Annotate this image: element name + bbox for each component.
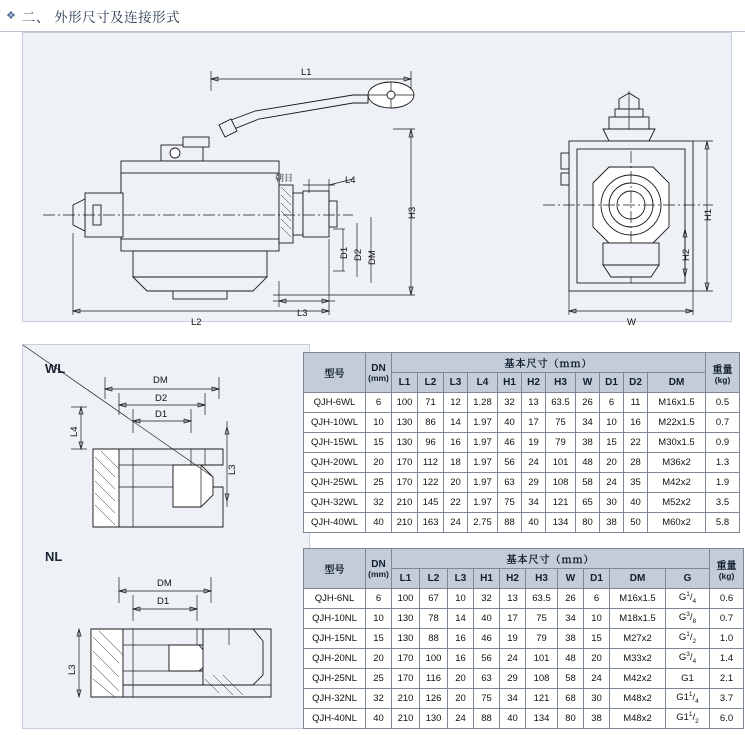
th-col-l4: L4 [468,373,498,393]
cell-l1: 100 [392,589,420,609]
cell-dn: 15 [366,629,392,649]
th-col-h2: H2 [500,569,526,589]
cell-l2: 100 [420,649,448,669]
th-col-d2: D2 [624,373,648,393]
cell-d1: 38 [584,709,610,729]
dim-label-nl-L3: L3 [67,664,78,675]
cell-model: QJH-6NL [304,589,366,609]
cell-dn: 40 [366,709,392,729]
cell-l1: 130 [392,413,418,433]
cell-w: 80 [576,513,600,533]
outline-drawing-panel [22,32,732,328]
cell-dm: M48x2 [610,689,666,709]
cell-h3: 134 [546,513,576,533]
cell-h2: 40 [500,709,526,729]
cell-model: QJH-25WL [304,473,366,493]
cell-l4: 1.28 [468,393,498,413]
cell-l1: 210 [392,513,418,533]
cell-dn: 40 [366,513,392,533]
cell-h1: 32 [498,393,522,413]
cell-weight: 3.7 [710,689,744,709]
cell-weight: 5.8 [706,513,740,533]
cell-h1: 63 [474,669,500,689]
cell-g: $G^3/_4$ [666,649,710,669]
th-col-d1: D1 [584,569,610,589]
table-wl-body [304,393,740,533]
th-col-l1: L1 [392,373,418,393]
table-row [304,473,740,493]
th-col-d1: D1 [600,373,624,393]
dim-label-L3: L3 [297,308,308,319]
cell-h1: 56 [498,453,522,473]
cell-h2: 40 [522,513,546,533]
cell-weight: 6.0 [710,709,744,729]
cell-l3: 16 [448,629,474,649]
cell-w: 80 [558,709,584,729]
cell-h3: 121 [526,689,558,709]
cell-h2: 19 [500,629,526,649]
cell-l3: 14 [444,413,468,433]
cell-l3: 20 [448,689,474,709]
th-col-l2: L2 [420,569,448,589]
cell-h1: 56 [474,649,500,669]
table-row [304,393,740,413]
cell-weight: 0.6 [710,589,744,609]
cell-d1: 24 [584,669,610,689]
cell-h2: 34 [500,689,526,709]
cell-h2: 17 [522,413,546,433]
cell-l1: 130 [392,433,418,453]
th-model: 型号 [304,549,366,589]
cell-model: QJH-40NL [304,709,366,729]
cell-dn: 10 [366,413,392,433]
cell-d2: 50 [624,513,648,533]
dim-label-L4: L4 [345,175,356,186]
cell-g: $G^1/_2$ [666,629,710,649]
cell-l2: 78 [420,609,448,629]
cell-h3: 63.5 [526,589,558,609]
cell-l3: 16 [444,433,468,453]
cell-h2: 29 [500,669,526,689]
cell-d1: 20 [600,453,624,473]
dim-label-H2: H2 [681,248,692,261]
cell-h1: 46 [474,629,500,649]
dim-label-nl-DM: DM [157,578,172,589]
cell-d1: 30 [600,493,624,513]
cell-dm: M30x1.5 [648,433,706,453]
cell-l2: 163 [418,513,444,533]
cell-dn: 15 [366,433,392,453]
cell-dm: M18x1.5 [610,609,666,629]
cell-d2: 35 [624,473,648,493]
cell-d1: 30 [584,689,610,709]
cell-l2: 96 [418,433,444,453]
dim-label-wl-DM: DM [153,375,168,386]
valve-outline-drawings [23,33,731,328]
cell-l2: 67 [420,589,448,609]
cell-dn: 20 [366,453,392,473]
cell-model: QJH-10WL [304,413,366,433]
table-row [304,413,740,433]
cell-l3: 12 [444,393,468,413]
cell-l1: 130 [392,629,420,649]
port-detail-drawings [23,345,309,728]
th-col-dm: DM [648,373,706,393]
cell-h2: 13 [500,589,526,609]
cell-l3: 10 [448,589,474,609]
cell-model: QJH-40WL [304,513,366,533]
cell-d1: 24 [600,473,624,493]
cell-weight: 3.5 [706,493,740,513]
table-row [304,689,744,709]
dim-label-H1: H1 [703,208,714,221]
cell-h2: 17 [500,609,526,629]
cell-l3: 20 [444,473,468,493]
dim-label-wl-L3: L3 [227,464,238,475]
cell-g: $G1^1/_4$ [666,689,710,709]
note-chinese: 朝日 [275,174,294,184]
cell-l4: 1.97 [468,413,498,433]
cell-h3: 108 [546,473,576,493]
cell-weight: 1.4 [710,649,744,669]
cell-l3: 24 [448,709,474,729]
cell-h1: 40 [498,413,522,433]
cell-d1: 15 [584,629,610,649]
cell-h1: 75 [498,493,522,513]
cell-h2: 24 [522,453,546,473]
th-col-h1: H1 [498,373,522,393]
cell-weight: 2.1 [710,669,744,689]
cell-l1: 210 [392,493,418,513]
cell-d1: 6 [584,589,610,609]
cell-dm: M22x1.5 [648,413,706,433]
cell-d2: 22 [624,433,648,453]
cell-dn: 6 [366,589,392,609]
cell-l3: 14 [448,609,474,629]
cell-model: QJH-10NL [304,609,366,629]
dim-label-D2: D2 [353,248,364,261]
table-row [304,609,744,629]
th-dn-unit: (mm) [368,372,389,383]
cell-dm: M60x2 [648,513,706,533]
spec-table-nl [303,548,744,729]
cell-h3: 79 [546,433,576,453]
th-weight [710,549,744,589]
cell-weight: 0.7 [710,609,744,629]
cell-model: QJH-15NL [304,629,366,649]
cell-l4: 1.97 [468,453,498,473]
cell-l4: 1.97 [468,433,498,453]
th-weight [706,353,740,393]
table-row [304,513,740,533]
cell-h3: 101 [526,649,558,669]
cell-h2: 24 [500,649,526,669]
th-col-w: W [576,373,600,393]
cell-weight: 0.9 [706,433,740,453]
table-row [304,669,744,689]
cell-h3: 75 [526,609,558,629]
th-col-h2: H2 [522,373,546,393]
cell-l3: 20 [448,669,474,689]
cell-h2: 34 [522,493,546,513]
cell-l1: 170 [392,669,420,689]
th-col-w: W [558,569,584,589]
cell-l3: 24 [444,513,468,533]
dim-label-DM: DM [367,250,378,265]
th-basic-dimensions: 基本尺寸（ｍｍ） [392,549,710,569]
th-dn-text: DN [371,362,386,374]
cell-model: QJH-32WL [304,493,366,513]
detail-label-nl: NL [45,549,63,564]
dim-label-L1: L1 [301,67,312,78]
cell-h3: 121 [546,493,576,513]
cell-l1: 170 [392,473,418,493]
cell-weight: 1.3 [706,453,740,473]
cell-l1: 170 [392,649,420,669]
cell-model: QJH-32NL [304,689,366,709]
cell-w: 58 [558,669,584,689]
cell-dm: M16x1.5 [610,589,666,609]
dim-label-wl-L4: L4 [69,426,80,437]
cell-l2: 145 [418,493,444,513]
dim-label-wl-D1: D1 [155,409,168,420]
cell-l4: 1.97 [468,493,498,513]
cell-h1: 88 [474,709,500,729]
cell-dn: 10 [366,609,392,629]
th-dn-text: DN [371,558,386,570]
th-col-l1: L1 [392,569,420,589]
cell-weight: 0.5 [706,393,740,413]
dim-label-D1: D1 [339,246,350,259]
cell-dn: 25 [366,669,392,689]
table-wl-header-row-1 [304,353,740,373]
table-nl-body [304,589,744,729]
cell-dm: M36x2 [648,453,706,473]
th-dn [366,549,392,589]
table-row [304,649,744,669]
cell-d1: 20 [584,649,610,669]
cell-l3: 22 [444,493,468,513]
th-basic-dimensions: 基本尺寸（ｍｍ） [392,353,706,373]
cell-w: 26 [576,393,600,413]
cell-h1: 88 [498,513,522,533]
cell-h1: 75 [474,689,500,709]
cell-l2: 122 [418,473,444,493]
cell-h2: 13 [522,393,546,413]
cell-w: 48 [576,453,600,473]
cell-l4: 2.75 [468,513,498,533]
cell-h2: 29 [522,473,546,493]
cell-weight: 1.0 [710,629,744,649]
cell-dn: 6 [366,393,392,413]
cell-l3: 18 [444,453,468,473]
th-weight-unit: (kg) [718,570,735,581]
cell-d2: 16 [624,413,648,433]
th-col-h3: H3 [546,373,576,393]
th-col-l3: L3 [444,373,468,393]
cell-d2: 28 [624,453,648,473]
cell-l2: 71 [418,393,444,413]
cell-d1: 15 [600,433,624,453]
section-header [0,0,745,32]
cell-g: $G^1/_4$ [666,589,710,609]
th-col-l2: L2 [418,373,444,393]
cell-w: 38 [558,629,584,649]
cell-l1: 210 [392,709,420,729]
port-detail-panel [22,344,310,729]
cell-d1: 6 [600,393,624,413]
cell-model: QJH-25NL [304,669,366,689]
cell-w: 38 [576,433,600,453]
table-row [304,453,740,473]
cell-h3: 79 [526,629,558,649]
table-nl-header-row-1 [304,549,744,569]
cell-h1: 40 [474,609,500,629]
cell-dm: M52x2 [648,493,706,513]
cell-l3: 16 [448,649,474,669]
table-row [304,629,744,649]
th-col-h3: H3 [526,569,558,589]
cell-w: 65 [576,493,600,513]
cell-h3: 63.5 [546,393,576,413]
th-weight-text: 重量 [716,560,737,572]
cell-h1: 46 [498,433,522,453]
cell-g: G1 [666,669,710,689]
dim-label-nl-D1: D1 [157,596,170,607]
spec-table-wl [303,352,740,533]
dim-label-H3: H3 [407,206,418,219]
cell-model: QJH-20WL [304,453,366,473]
th-weight-text: 重量 [712,364,733,376]
diamond-bullet-icon: ❖ [6,9,16,22]
cell-d1: 38 [600,513,624,533]
th-model: 型号 [304,353,366,393]
cell-l2: 112 [418,453,444,473]
cell-l2: 88 [420,629,448,649]
table-row [304,589,744,609]
cell-l4: 1.97 [468,473,498,493]
cell-h1: 63 [498,473,522,493]
cell-dn: 25 [366,473,392,493]
cell-dm: M42x2 [648,473,706,493]
cell-h3: 75 [546,413,576,433]
table-row [304,709,744,729]
cell-d2: 11 [624,393,648,413]
table-row [304,433,740,453]
dim-label-L2: L2 [191,317,202,328]
cell-l1: 130 [392,609,420,629]
cell-l2: 130 [420,709,448,729]
cell-w: 58 [576,473,600,493]
table-row [304,493,740,513]
cell-h3: 101 [546,453,576,473]
cell-dm: M42x2 [610,669,666,689]
cell-h1: 32 [474,589,500,609]
cell-h3: 134 [526,709,558,729]
th-col-g: G [666,569,710,589]
dim-label-W: W [627,317,636,328]
cell-h2: 19 [522,433,546,453]
cell-w: 68 [558,689,584,709]
th-col-h1: H1 [474,569,500,589]
cell-weight: 1.9 [706,473,740,493]
th-dn-unit: (mm) [368,568,389,579]
cell-l1: 100 [392,393,418,413]
th-weight-unit: (kg) [714,374,731,385]
cell-dn: 20 [366,649,392,669]
th-col-dm: DM [610,569,666,589]
cell-w: 34 [576,413,600,433]
cell-l1: 210 [392,689,420,709]
cell-l2: 116 [420,669,448,689]
cell-l2: 86 [418,413,444,433]
cell-dm: M33x2 [610,649,666,669]
cell-l2: 126 [420,689,448,709]
cell-h3: 108 [526,669,558,689]
cell-d1: 10 [600,413,624,433]
detail-label-wl: WL [45,361,66,376]
cell-dm: M48x2 [610,709,666,729]
cell-dn: 32 [366,689,392,709]
cell-g: $G1^1/_2$ [666,709,710,729]
cell-dn: 32 [366,493,392,513]
cell-l1: 170 [392,453,418,473]
th-dn [366,353,392,393]
cell-w: 48 [558,649,584,669]
cell-w: 34 [558,609,584,629]
cell-d2: 40 [624,493,648,513]
cell-dm: M16x1.5 [648,393,706,413]
cell-w: 26 [558,589,584,609]
cell-model: QJH-6WL [304,393,366,413]
cell-model: QJH-15WL [304,433,366,453]
page-title: 二、 外形尺寸及连接形式 [21,10,181,25]
cell-d1: 10 [584,609,610,629]
th-col-l3: L3 [448,569,474,589]
cell-dm: M27x2 [610,629,666,649]
cell-model: QJH-20NL [304,649,366,669]
cell-g: $G^3/_8$ [666,609,710,629]
dim-label-wl-D2: D2 [155,393,168,404]
cell-weight: 0.7 [706,413,740,433]
